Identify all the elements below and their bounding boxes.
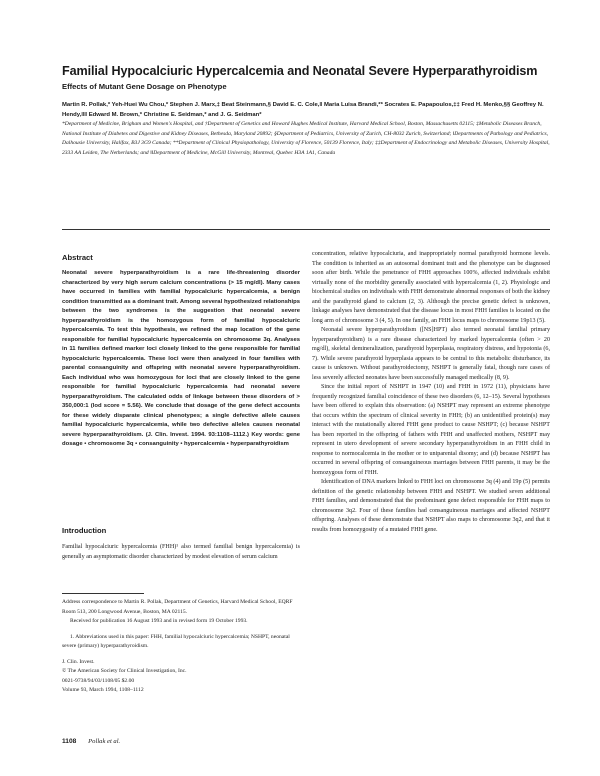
journal-name: J. Clin. Invest.: [62, 658, 95, 665]
abbreviations-note: 1. Abbreviations used in this paper: FHH, familial hypocalciuric hypercalcemia; NSHPT, neonatal severe (primary) hyperparathyroidism.: [62, 633, 290, 649]
abstract-text: Neonatal severe hyperparathyroidism is a rare life-threatening disorder characterized by very high serum calcium concentrations (> 15 mg/dl). Many cases have occurred in families with familial hypocalciuric hypercalcemia, a benign condition transmitted as a dominant trait. Among several hypothesized relationships between the two syndromes is the suggestion that neonatal severe hyperparathyroidism is the homozygous form of familial hypocalciuric hypercalcemia. To test this hypothesis, we refined the map location of the gene responsible for familial hypocalciuric hypercalcemia on chromosome 3q. Analyses in 11 families defined marker loci closely linked to the gene responsible for familial hypocalciuric hypercalcemia. These loci were then analyzed in four families with parental consanguinity and offspring with neonatal severe hyperparathyroidism. Each individual who was homozygous for loci that are closely linked to the gene responsible for familial hypocalciuric hypercalcemia had neonatal severe hyperparathyroidism. The calculated odds of linkage between these disorders of > 350,000:1 (lod score = 5.56). We conclude that dosage of the gene defect accounts for these widely disparate clinical phenotypes; a single defective allele causes familial hypocalciuric hypercalcemia, while two defective alleles causes neonatal severe hyperparathyroidism. (J. Clin. Invest. 1994. 93:1108–1112.) Key words: gene dosage • chromosome 3q • consanguinity • hypercalcemia • hyperparathyroidism: [62, 270, 300, 447]
author-list: Martin R. Pollak,* Yeh-Huei Wu Chou,* Stephen J. Marx,‡ Beat Steinmann,§ David E. C. Cole,‖ Maria Luisa Brandi,** Socrates E. Papapoulos,‡‡ Fred H. Menko,§§ Geoffrey N. Hendy,‖‖ Edward M. Brown,* Christine E. Seidman,* and J. G. Seidman*: [62, 102, 544, 118]
paragraph: concentration, relative hypocalciuria, and inappropriately normal parathyroid hormone levels. The condition is inherited as an autosomal dominant trait and the phenotype can be diagnosed soon after birth. While the penetrance of FHH approaches 100%, affected individuals exhibit virtually none of the morbidity generally associated with hypercalcemia (1, 2). Physiologic and biochemical studies on individuals with FHH demonstrate abnormal responses of both the kidney and the parathyroid gland to calcium (2, 3). Although the precise genetic defect is unknown, linkage analyses have demonstrated that the disease locus in most FHH families is located on the long arm of chromosome 3 (4, 5). In one family, an FHH locus maps to chromosome 19p13 (5).: [312, 251, 550, 324]
abstract-heading: Abstract: [62, 253, 93, 262]
page-footer: [62, 738, 120, 745]
header-divider: [62, 229, 550, 230]
page-number: 1108: [62, 738, 77, 745]
article-title: Familial Hypocalciuric Hypercalcemia and Neonatal Severe Hyperparathyroidism: [62, 64, 538, 78]
footnote-divider: [62, 593, 144, 594]
affiliations: *Department of Medicine, Brigham and Women's Hospital, and †Department of Genetics and Howard Hughes Medical Institute, Harvard Medical School, Boston, Massachusetts 02115; ‡Metabolic Diseases Branch, National Institute of Diabetes and Digestive and Kidney Diseases, Bethesda, Maryland 20892; §Department of Pediatrics, University of Zurich, CH-8032 Zurich, Switzerland; ‖Departments of Pathology and Pediatrics, Dalhousie University, Halifax, B3J 3G9 Canada; **Department of Clinical Physiopathology, University of Florence, 50139 Florence, Italy; ‡‡Department of Endocrinology and Metabolic Diseases, University Hospital, 2333 AA Leiden, The Netherlands; and ‖‖Department of Medicine, McGill University, Montreal, Quebec H3A 1A1, Canada: [62, 121, 550, 156]
issn-line: 0021-9738/94/03/1108/05 $2.00: [62, 677, 135, 684]
right-column-text: [312, 250, 550, 535]
paragraph: Identification of DNA markers linked to FHH loci on chromosome 3q (4) and 19p (5) permits definition of the genetic relationship between FHH and NSHPT. We studied seven additional FHH families, and demonstrated that the predominant gene defect responsible for FHH maps to chromosome 3q2. Four of these families had consanguineous marriages and affected NSHPT offspring. Analyses of these demonstrate that NSHPT also maps to chromosome 3q2, and that it results from homozygosity of a mutated FHH gene.: [312, 479, 550, 533]
volume-line: Volume 93, March 1994, 1108–1112: [62, 687, 144, 693]
paragraph: Since the initial report of NSHPT in 1947 (10) and FHH in 1972 (11), physicians have frequently recognized familial coincidence of these two disorders (6, 12–15). Several hypotheses have been offered to explain this observation: (a) NSHPT may represent an extreme phenotype that occurs within the spectrum of clinical severity in FHH; (b) an unidentified protein(s) may interact with the mutationally altered FHH gene product to cause NSHPT; (c) because NSHPT has been reported in the offspring of fathers with FHH and unaffected mothers, NSHPT may represent in utero development of severe secondary hyperparathyroidism in an FHH child in response to normocalcemia in the mother or to uniparental disomy; and (d) because NSHPT has occurred in several offspring of consanguineous marriages between FHH parents, it may be the homozygous form of FHH.: [312, 384, 550, 476]
copyright-line: © The American Society for Clinical Investigation, Inc.: [62, 668, 187, 674]
running-head: Pollak et al.: [88, 738, 121, 745]
paragraph: Neonatal severe hyperparathyroidism ([NS]HPT) also termed neonatal familial primary hyperparathyroidism) is a rare disease characterized by marked hypercalcemia (often > 20 mg/dl), skeletal demineralization, parathyroid hyperplasia, respiratory distress, and hypotonia (6, 7). While severe parathyroid hyperplasia appears to be central to this metabolic disturbance, its cause is unknown. Without parathyroidectomy, NSHPT is generally fatal, though rare cases of less severely affected neonates have been successfully managed medically (8, 9).: [312, 327, 550, 381]
footnotes: [62, 598, 300, 696]
received-note: Received for publication 16 August 1993 and in revised form 19 October 1993.: [70, 618, 248, 624]
article-subtitle: Effects of Mutant Gene Dosage on Phenotype: [62, 82, 227, 91]
correspondence-note: Address correspondence to Martin R. Pollak, Department of Genetics, Harvard Medical School, EQRF Room 513, 200 Longwood Avenue, Boston, MA 02115.: [62, 599, 293, 615]
introduction-text: Familial hypocalciuric hypercalcemia (FHH)¹ also termed familial benign hypercalcemia) is generally an asymptomatic disorder characterized by modest elevation of serum calcium: [62, 544, 300, 560]
introduction-heading: Introduction: [62, 526, 107, 535]
